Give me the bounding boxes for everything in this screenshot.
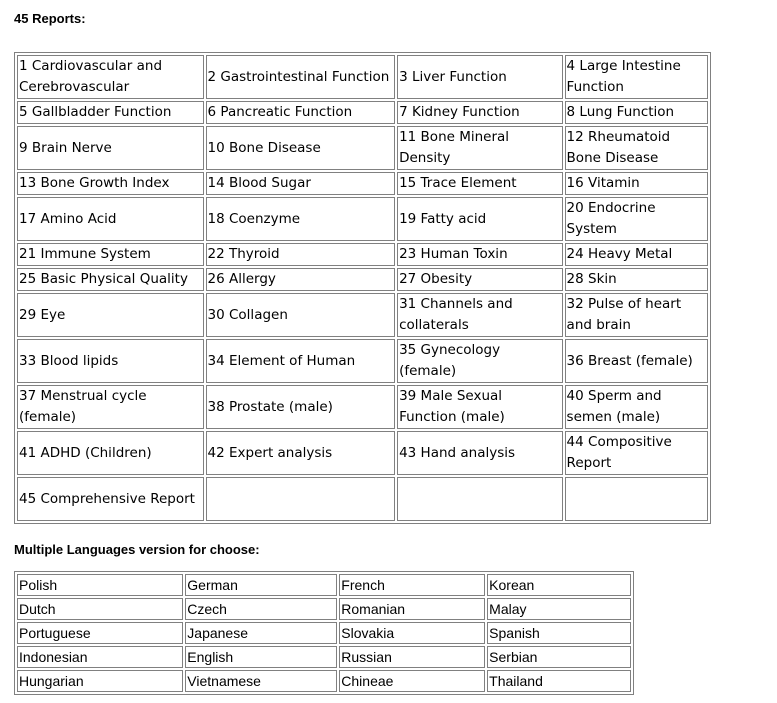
report-cell: 15 Trace Element [397, 172, 562, 195]
language-cell: Czech [185, 598, 337, 620]
report-cell: 14 Blood Sugar [206, 172, 396, 195]
report-cell: 30 Collagen [206, 293, 396, 337]
report-cell: 37 Menstrual cycle (female) [17, 385, 204, 429]
table-row [17, 172, 708, 195]
table-row [17, 339, 708, 383]
language-cell: Japanese [185, 622, 337, 644]
language-cell: Chineae [339, 670, 485, 692]
report-cell: 24 Heavy Metal [565, 243, 708, 266]
report-cell: 33 Blood lipids [17, 339, 204, 383]
report-cell: 40 Sperm and semen (male) [565, 385, 708, 429]
report-cell: 23 Human Toxin [397, 243, 562, 266]
table-row [17, 477, 708, 521]
report-cell: 25 Basic Physical Quality [17, 268, 204, 291]
table-row [17, 268, 708, 291]
report-cell: 10 Bone Disease [206, 126, 396, 170]
language-cell: Spanish [487, 622, 631, 644]
report-cell: 45 Comprehensive Report [17, 477, 204, 521]
reports-table [14, 52, 711, 524]
report-cell: 12 Rheumatoid Bone Disease [565, 126, 708, 170]
report-cell: 13 Bone Growth Index [17, 172, 204, 195]
language-cell: Polish [17, 574, 183, 596]
table-row [17, 622, 631, 644]
language-cell: Russian [339, 646, 485, 668]
report-cell: 35 Gynecology (female) [397, 339, 562, 383]
table-row [17, 101, 708, 124]
report-cell: 17 Amino Acid [17, 197, 204, 241]
report-cell: 31 Channels and collaterals [397, 293, 562, 337]
report-cell: 28 Skin [565, 268, 708, 291]
language-cell: German [185, 574, 337, 596]
report-cell: 6 Pancreatic Function [206, 101, 396, 124]
report-cell: 39 Male Sexual Function (male) [397, 385, 562, 429]
report-cell: 42 Expert analysis [206, 431, 396, 475]
report-cell: 9 Brain Nerve [17, 126, 204, 170]
report-cell: 11 Bone Mineral Density [397, 126, 562, 170]
language-cell: Serbian [487, 646, 631, 668]
report-cell: 4 Large Intestine Function [565, 55, 708, 99]
report-cell: 5 Gallbladder Function [17, 101, 204, 124]
table-row [17, 55, 708, 99]
table-row [17, 574, 631, 596]
report-cell: 16 Vitamin [565, 172, 708, 195]
report-cell: 3 Liver Function [397, 55, 562, 99]
language-cell: French [339, 574, 485, 596]
report-cell: 41 ADHD (Children) [17, 431, 204, 475]
reports-heading: 45 Reports: [14, 11, 86, 26]
language-cell: Slovakia [339, 622, 485, 644]
language-cell: Dutch [17, 598, 183, 620]
table-row [17, 126, 708, 170]
language-cell: Korean [487, 574, 631, 596]
empty-cell [206, 477, 396, 521]
empty-cell [397, 477, 562, 521]
report-cell: 38 Prostate (male) [206, 385, 396, 429]
empty-cell [565, 477, 708, 521]
report-cell: 44 Compositive Report [565, 431, 708, 475]
report-cell: 19 Fatty acid [397, 197, 562, 241]
language-cell: Indonesian [17, 646, 183, 668]
report-cell: 22 Thyroid [206, 243, 396, 266]
language-cell: English [185, 646, 337, 668]
report-cell: 20 Endocrine System [565, 197, 708, 241]
table-row [17, 385, 708, 429]
language-cell: Hungarian [17, 670, 183, 692]
report-cell: 43 Hand analysis [397, 431, 562, 475]
table-row [17, 598, 631, 620]
report-cell: 1 Cardiovascular and Cerebrovascular [17, 55, 204, 99]
languages-heading: Multiple Languages version for choose: [14, 542, 260, 557]
report-cell: 18 Coenzyme [206, 197, 396, 241]
report-cell: 2 Gastrointestinal Function [206, 55, 396, 99]
report-cell: 8 Lung Function [565, 101, 708, 124]
report-cell: 29 Eye [17, 293, 204, 337]
table-row [17, 646, 631, 668]
report-cell: 32 Pulse of heart and brain [565, 293, 708, 337]
table-row [17, 197, 708, 241]
report-cell: 21 Immune System [17, 243, 204, 266]
report-cell: 27 Obesity [397, 268, 562, 291]
table-row [17, 431, 708, 475]
report-cell: 26 Allergy [206, 268, 396, 291]
report-cell: 7 Kidney Function [397, 101, 562, 124]
language-cell: Vietnamese [185, 670, 337, 692]
table-row [17, 670, 631, 692]
report-cell: 36 Breast (female) [565, 339, 708, 383]
language-cell: Romanian [339, 598, 485, 620]
table-row [17, 293, 708, 337]
language-cell: Portuguese [17, 622, 183, 644]
language-cell: Malay [487, 598, 631, 620]
report-cell: 34 Element of Human [206, 339, 396, 383]
languages-table [14, 571, 634, 695]
language-cell: Thailand [487, 670, 631, 692]
table-row [17, 243, 708, 266]
